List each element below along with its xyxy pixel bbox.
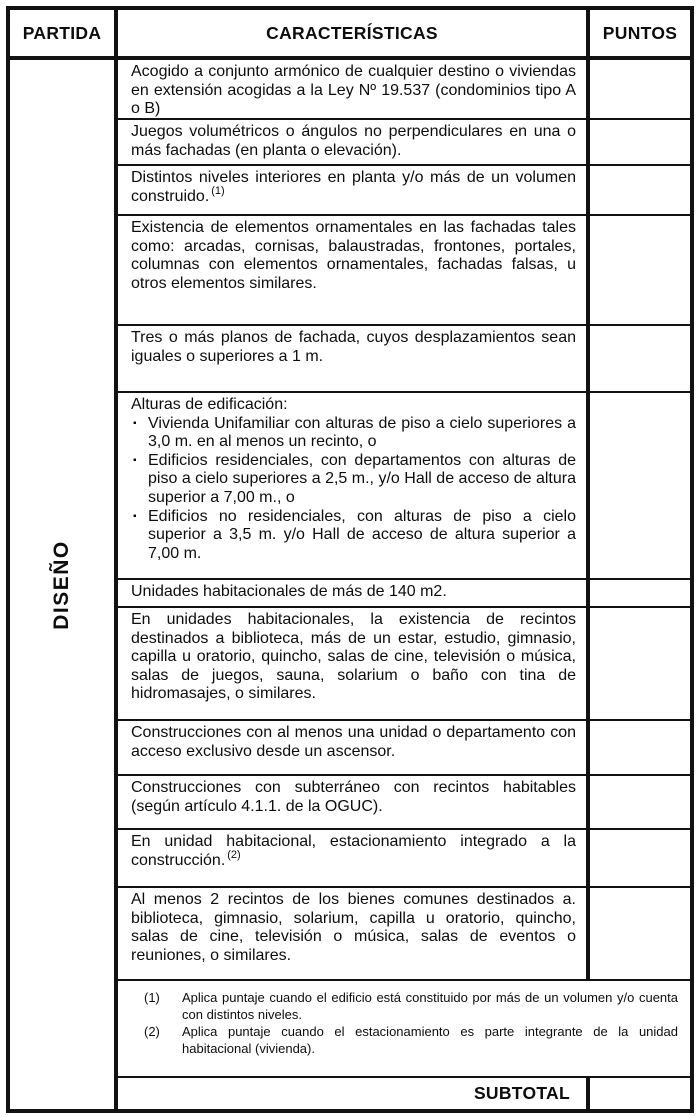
- table-row: [118, 776, 690, 830]
- table-header-row: [10, 10, 690, 60]
- table-row: [118, 120, 690, 166]
- bullet-text: Edificios no residenciales, con alturas de piso a cielo superior a 3,5 m. y/o Hall de acceso de altura superior a 7,00 m.: [148, 507, 576, 562]
- caracteristica-text: Construcciones con al menos una unidad o departamento con acceso exclusivo desde un ascensor.: [131, 724, 576, 760]
- caracteristica-cell: [118, 608, 590, 719]
- subtotal-label: SUBTOTAL: [118, 1078, 590, 1109]
- table-row: [118, 721, 690, 776]
- caracteristica-cell: [118, 888, 590, 979]
- footnote-marker: (1): [144, 990, 160, 1005]
- list-item: [131, 415, 576, 452]
- scoring-table: [6, 6, 694, 1113]
- list-item: [131, 452, 576, 508]
- footnotes-block: [118, 981, 690, 1078]
- bullet-text: Vivienda Unifamiliar con alturas de piso a cielo superiores a 3,0 m. en al menos un recinto, o: [148, 414, 576, 451]
- caracteristica-cell: [118, 166, 590, 214]
- caracteristica-text: Existencia de elementos ornamentales en las fachadas tales como: arcadas, cornisas, balaustradas, frontones, portales, columnas con elementos ornamentales, fachadas falsas, u otros elementos similares.: [131, 219, 576, 292]
- bullet-square-icon: ▪: [133, 510, 137, 522]
- caracteristica-cell: [118, 776, 590, 828]
- bullet-square-icon: ▪: [133, 417, 137, 429]
- puntos-cell: [590, 120, 690, 164]
- caracteristica-cell: [118, 830, 590, 886]
- puntos-cell: [590, 60, 690, 118]
- puntos-cell: [590, 830, 690, 886]
- puntos-cell: [590, 776, 690, 828]
- subtotal-row: [118, 1078, 690, 1109]
- partida-column: [10, 60, 118, 1109]
- bullet-square-icon: ▪: [133, 454, 137, 466]
- table-row: [118, 166, 690, 216]
- bullet-text: Edificios residenciales, con departamentos con alturas de piso a cielo superiores a 2,5 m., y/o Hall de acceso de altura superior a 7,00 m., o: [148, 451, 576, 506]
- table-row: [118, 216, 690, 326]
- caracteristica-intro: Alturas de edificación:: [131, 396, 288, 413]
- caracteristica-text: Distintos niveles interiores en planta y/o más de un volumen construido.: [131, 169, 576, 205]
- table-row: [118, 580, 690, 608]
- caracteristica-text: Tres o más planos de fachada, cuyos desplazamientos sean iguales o superiores a 1 m.: [131, 329, 576, 365]
- header-cell-partida: PARTIDA: [10, 10, 118, 56]
- footnote-text: Aplica puntaje cuando el estacionamiento es parte integrante de la unidad habitacional (vivienda).: [182, 1024, 678, 1056]
- list-item: [131, 508, 576, 564]
- table-row: [118, 608, 690, 721]
- puntos-cell: [590, 608, 690, 719]
- caracteristica-cell: [118, 120, 590, 164]
- puntos-cell: [590, 326, 690, 391]
- partida-label: DISEÑO: [49, 539, 73, 630]
- caracteristica-text: En unidad habitacional, estacionamiento integrado a la construcción.: [131, 833, 576, 869]
- footnote-reference: (1): [211, 185, 225, 198]
- footnote-text: Aplica puntaje cuando el edificio está constituido por más de un volumen y/o cuenta con distintos niveles.: [182, 990, 678, 1022]
- caracteristica-text: Unidades habitacionales de más de 140 m2.: [131, 583, 447, 600]
- caracteristica-cell: [118, 60, 590, 118]
- puntos-cell: [590, 580, 690, 606]
- caracteristica-text: En unidades habitacionales, la existencia de recintos destinados a biblioteca, más de un estar, estudio, gimnasio, capilla u oratorio, quincho, salas de cine, televisión o música, salas de juegos, sauna, solarium o baño con tina de hidromasajes, o similares.: [131, 611, 576, 703]
- table-body: [10, 60, 690, 1109]
- puntos-cell: [590, 888, 690, 979]
- caracteristica-cell: [118, 721, 590, 774]
- puntos-cell: [590, 393, 690, 578]
- table-row: [118, 326, 690, 393]
- bullet-list: [131, 415, 576, 564]
- table-row: [118, 888, 690, 981]
- caracteristica-text: Acogido a conjunto armónico de cualquier destino o viviendas en extensión acogidas a la Ley Nº 19.537 (condominios tipo A o B): [131, 63, 576, 118]
- footnote-reference: (2): [227, 849, 241, 862]
- footnote-item: [144, 990, 678, 1023]
- footnote-marker: (2): [144, 1024, 160, 1039]
- header-cell-puntos: PUNTOS: [602, 22, 678, 43]
- caracteristica-text: Al menos 2 recintos de los bienes comunes destinados a. biblioteca, gimnasio, solarium, capilla u oratorio, quincho, salas de cine, televisión o música, salas de eventos o reuniones, o similares.: [131, 891, 576, 964]
- subtotal-puntos-cell: [590, 1078, 690, 1109]
- table-row: [118, 830, 690, 888]
- table-row: [118, 60, 690, 120]
- caracteristica-text: Juegos volumétricos o ángulos no perpendiculares en una o más fachadas (en planta o elevación).: [131, 123, 576, 159]
- caracteristica-cell: [118, 580, 590, 606]
- caracteristica-cell: [118, 326, 590, 391]
- puntos-cell: [590, 166, 690, 214]
- header-cell-caracteristicas: CARACTERÍSTICAS: [118, 10, 590, 56]
- puntos-cell: [590, 721, 690, 774]
- caracteristica-cell: [118, 393, 590, 578]
- characteristic-rows: [118, 60, 690, 1109]
- table-row: [118, 393, 690, 580]
- caracteristica-text: Construcciones con subterráneo con recintos habitables (según artículo 4.1.1. de la OGUC).: [131, 779, 576, 815]
- footnote-item: [144, 1024, 678, 1057]
- caracteristica-cell: [118, 216, 590, 324]
- puntos-cell: [590, 216, 690, 324]
